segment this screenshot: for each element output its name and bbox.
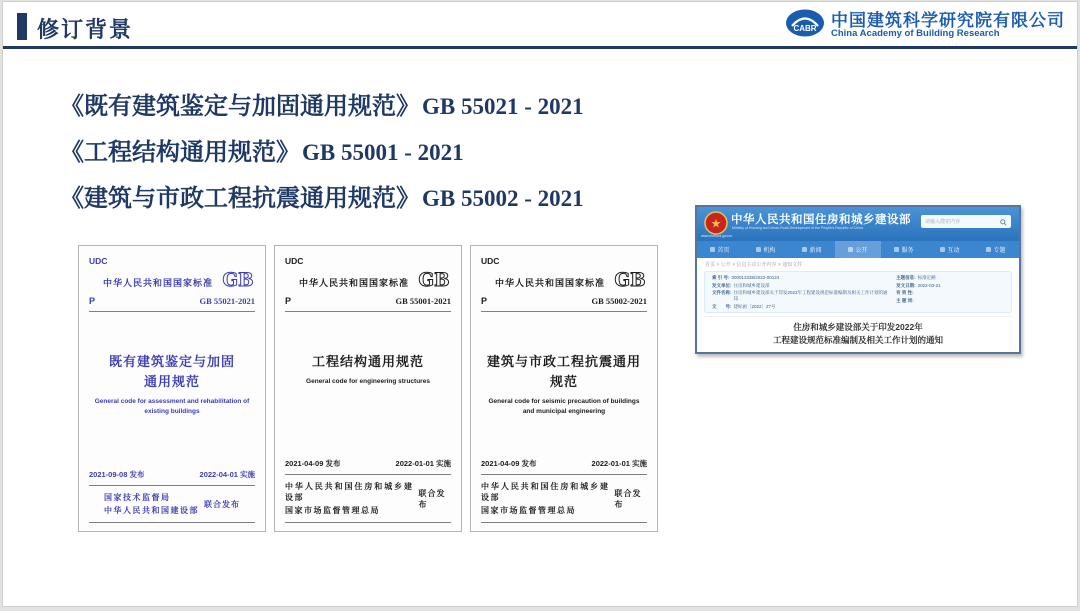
standard-number: GB 55002-2021 bbox=[591, 296, 647, 306]
cover-title-en: General code for assessment and rehabilitation of existing buildings bbox=[94, 398, 250, 416]
organization-logo-block bbox=[785, 7, 1065, 44]
implementation-date: 2022-01-01 实施 bbox=[591, 459, 647, 468]
slide bbox=[2, 1, 1078, 607]
standard-code: GB 55001 - 2021 bbox=[302, 140, 464, 165]
site-nav bbox=[697, 241, 1019, 258]
header-divider bbox=[3, 46, 1077, 49]
cover-rule bbox=[481, 522, 647, 523]
services-icon bbox=[894, 247, 899, 252]
issuer-line: 国家市场监督管理总局 bbox=[285, 506, 380, 515]
search-icon[interactable] bbox=[1000, 213, 1007, 231]
national-standard-row bbox=[89, 270, 255, 294]
cover-title: 建筑与市政工程抗震通用规范 bbox=[486, 354, 641, 390]
meta-row: 索 引 号: 000013338/2022-00124 bbox=[712, 275, 780, 280]
svg-text:★: ★ bbox=[710, 216, 722, 231]
standard-number: GB 55021-2021 bbox=[199, 296, 255, 306]
joint-release-label: 联合发布 bbox=[614, 488, 642, 509]
meta-row: 发文单位: 住房和城乡建设部 bbox=[712, 282, 770, 288]
standard-title: 《既有建筑鉴定与加固通用规范》 bbox=[60, 93, 420, 120]
standards-list bbox=[60, 86, 584, 224]
implementation-date: 2022-04-01 实施 bbox=[199, 470, 255, 479]
issue-date: 2021-04-09 发布 bbox=[481, 459, 537, 468]
p-code-row bbox=[285, 296, 451, 306]
nav-item-home[interactable]: 首页 bbox=[697, 241, 743, 258]
standard-line-1 bbox=[60, 86, 584, 132]
standard-title: 《建筑与市政工程抗震通用规范》 bbox=[60, 185, 420, 212]
document-title: 住房和城乡建设部关于印发2022年 工程建设规范标准编制及相关工作计划的通知 bbox=[704, 316, 1012, 350]
issuer-block bbox=[285, 481, 451, 516]
p-label: P bbox=[285, 296, 292, 306]
nav-item-topics[interactable]: 专题 bbox=[973, 241, 1019, 258]
standard-number: GB 55001-2021 bbox=[395, 296, 451, 306]
p-label: P bbox=[481, 296, 488, 306]
header-accent-bar bbox=[17, 13, 27, 40]
issuer-line: 国家技术监督局 bbox=[104, 493, 171, 502]
org-name-en: China Academy of Building Research bbox=[831, 28, 1000, 40]
cover-gb55002 bbox=[470, 245, 658, 532]
nav-item-interaction[interactable]: 互动 bbox=[927, 241, 973, 258]
issuer-block bbox=[89, 492, 255, 516]
svg-text:CABR: CABR bbox=[793, 24, 817, 33]
home-icon bbox=[710, 247, 715, 252]
meta-row: 主题信息: 标准定额 bbox=[896, 275, 936, 280]
joint-release-label: 联合发布 bbox=[418, 488, 446, 509]
gb-logo-icon bbox=[221, 270, 255, 294]
p-label: P bbox=[89, 296, 96, 306]
dates-row bbox=[285, 458, 451, 469]
cover-title: 工程结构通用规范 bbox=[311, 354, 424, 369]
org-icon bbox=[756, 247, 761, 252]
search-placeholder: 请输入搜索内容 bbox=[925, 219, 961, 225]
cover-rule bbox=[89, 485, 255, 486]
ministry-name-en: Ministry of Housing and Urban-Rural Development of the People's Republic of China bbox=[732, 226, 863, 230]
cover-rule bbox=[285, 311, 451, 312]
ministry-name: 中华人民共和国住房和城乡建设部 bbox=[731, 214, 911, 226]
search-input[interactable] bbox=[921, 215, 1011, 228]
standard-line-2 bbox=[60, 132, 584, 178]
issuer-line: 中华人民共和国建设部 bbox=[104, 506, 199, 515]
cabr-logo-icon bbox=[785, 7, 825, 44]
joint-release-label: 联合发布 bbox=[204, 499, 240, 509]
cover-rule bbox=[285, 522, 451, 523]
national-standard-label: 中华人民共和国国家标准 bbox=[103, 277, 214, 288]
udc-label: UDC bbox=[285, 256, 304, 266]
udc-label: UDC bbox=[481, 256, 500, 266]
meta-row: 主 题 词: bbox=[896, 297, 914, 303]
gb-logo-icon bbox=[417, 270, 451, 294]
issue-date: 2021-09-08 发布 bbox=[89, 470, 145, 479]
cover-rule bbox=[285, 474, 451, 475]
issuer-line: 中华人民共和国住房和城乡建设部 bbox=[481, 482, 610, 502]
nav-item-news[interactable]: 新闻 bbox=[789, 241, 835, 258]
meta-row: 发文日期: 2022-03-21 bbox=[896, 282, 941, 288]
mohurd-website-screenshot bbox=[695, 205, 1021, 354]
p-code-row bbox=[481, 296, 647, 306]
svg-text:GB: GB bbox=[418, 270, 450, 289]
cover-title-en: General code for seismic precaution of buildings and municipal engineering bbox=[488, 398, 640, 416]
cover-title-en: General code for engineering structures bbox=[306, 378, 430, 386]
cover-rule bbox=[481, 474, 647, 475]
cover-gb55001 bbox=[274, 245, 462, 532]
news-icon bbox=[802, 247, 807, 252]
issuer-block bbox=[481, 481, 647, 516]
nav-item-disclosure[interactable]: 公开 bbox=[835, 241, 881, 258]
breadcrumb[interactable]: 首页 > 公开 > 信息主动公开内容 > 通知文件 bbox=[705, 261, 803, 268]
document-meta-panel bbox=[704, 271, 1012, 313]
standard-code: GB 55002 - 2021 bbox=[422, 186, 584, 211]
meta-row: 有 效 性: bbox=[896, 290, 914, 296]
svg-text:GB: GB bbox=[222, 270, 254, 289]
nav-item-services[interactable]: 服务 bbox=[881, 241, 927, 258]
national-standard-row bbox=[481, 270, 647, 294]
issuer-line: 中华人民共和国住房和城乡建设部 bbox=[285, 482, 414, 502]
udc-label: UDC bbox=[89, 256, 108, 266]
issue-date: 2021-04-09 发布 bbox=[285, 459, 341, 468]
site-url: www.mohurd.gov.cn bbox=[701, 234, 733, 238]
national-standard-label: 中华人民共和国国家标准 bbox=[299, 277, 410, 288]
implementation-date: 2022-01-01 实施 bbox=[395, 459, 451, 468]
standard-covers-row bbox=[78, 245, 658, 532]
cover-title: 既有建筑鉴定与加固 通用规范 bbox=[108, 354, 235, 390]
nav-item-org[interactable]: 机构 bbox=[743, 241, 789, 258]
standard-title: 《工程结构通用规范》 bbox=[60, 139, 300, 166]
gb-logo-icon bbox=[613, 270, 647, 294]
svg-text:GB: GB bbox=[614, 270, 646, 289]
standard-line-3 bbox=[60, 178, 584, 224]
site-header bbox=[697, 207, 1019, 241]
cover-gb55021 bbox=[78, 245, 266, 532]
p-code-row bbox=[89, 296, 255, 306]
issuer-line: 国家市场监督管理总局 bbox=[481, 506, 576, 515]
cover-rule bbox=[481, 311, 647, 312]
topics-icon bbox=[986, 247, 991, 252]
meta-row: 文 号: 建标函〔2022〕27号 bbox=[712, 303, 776, 309]
cover-rule bbox=[89, 522, 255, 523]
dates-row bbox=[481, 458, 647, 469]
dates-row bbox=[89, 469, 255, 480]
national-standard-row bbox=[285, 270, 451, 294]
page-title: 修订背景 bbox=[37, 17, 134, 42]
interaction-icon bbox=[940, 247, 945, 252]
national-standard-label: 中华人民共和国国家标准 bbox=[495, 277, 606, 288]
disclosure-icon bbox=[848, 247, 853, 252]
cover-rule bbox=[89, 311, 255, 312]
standard-code: GB 55021 - 2021 bbox=[422, 94, 584, 119]
meta-row: 文件名称: 住房和城乡建设部关于印发2022年工程建设规范标准编制及相关工作计划的通知 bbox=[712, 290, 888, 301]
org-name-cn: 中国建筑科学研究院有限公司 bbox=[831, 10, 1065, 30]
